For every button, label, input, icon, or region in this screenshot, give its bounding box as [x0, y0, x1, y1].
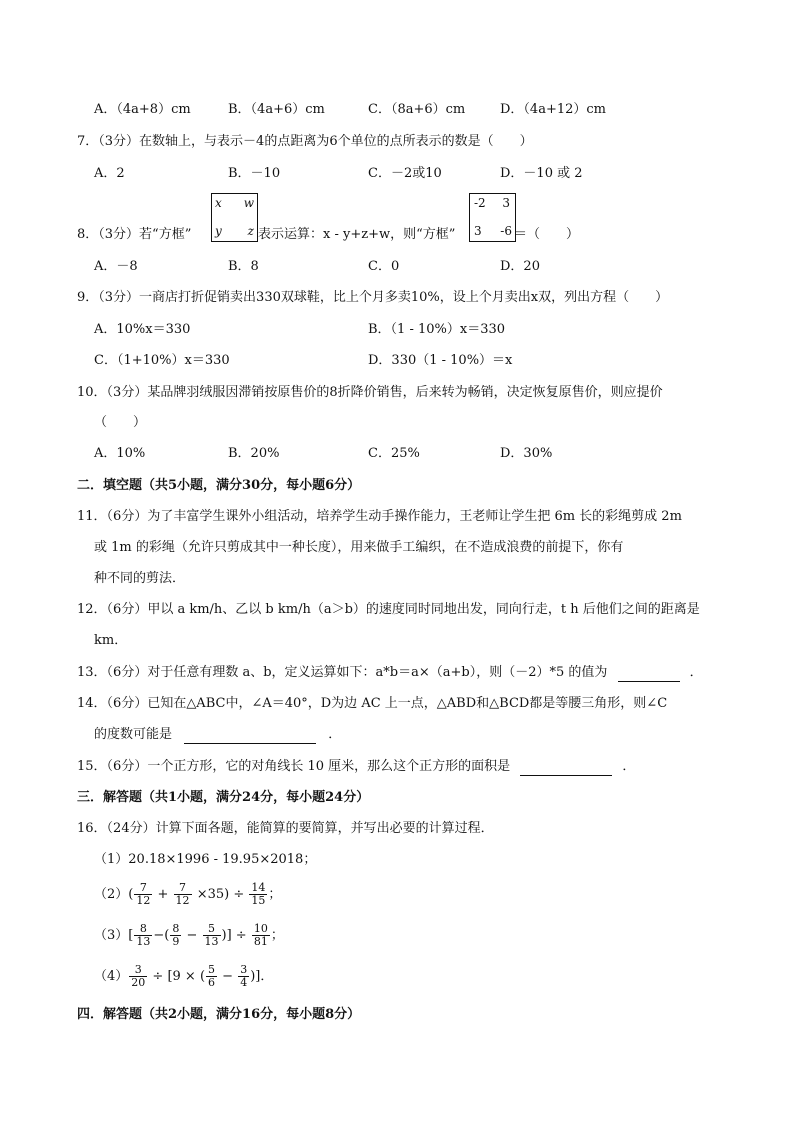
- q13-line: [77, 664, 703, 682]
- numerator: 8: [172, 922, 180, 935]
- numerator: 3: [240, 963, 248, 976]
- denominator: 20: [131, 976, 146, 989]
- fraction-7-12b: [174, 882, 192, 907]
- box2-tl: -2: [474, 196, 486, 210]
- q9-stem: 9．（3分）一商店打折促销卖出330双球鞋，比上个月多卖10%，设上个月卖出x双，列出方程（ ）: [77, 290, 669, 305]
- q7-stem: 7．（3分）在数轴上，与表示－4的点距离为6个单位的点所表示的数是（ ）: [77, 134, 533, 149]
- q16-part4: [94, 961, 273, 993]
- q6-option-a: A．（4a+8）cm: [94, 102, 191, 117]
- q14-stem: 的度数可能是: [94, 727, 173, 742]
- q15-stem: 15．（6分）一个正方形，它的对角线长 10 厘米，那么这个正方形的面积是: [77, 759, 511, 774]
- semicolon: ；: [268, 887, 282, 902]
- numerator: 7: [174, 882, 192, 895]
- q16-part3: [94, 920, 284, 952]
- section-3-heading: 三．解答题（共1小题，满分24分，每小题24分）: [77, 790, 370, 805]
- q8-part3: ＝（ ）: [514, 227, 580, 242]
- q8-box-numbers: [469, 193, 516, 242]
- q9-option-b: B．（1 - 10%）x＝330: [368, 322, 506, 337]
- q8-option-c: C．0: [368, 259, 400, 274]
- q8-part2: 表示运算：x - y+z+w，则“方框”: [258, 227, 456, 242]
- box1-y: y: [215, 224, 222, 238]
- q14-end: ．: [328, 727, 342, 742]
- q16-stem: 16．（24分）计算下面各题，能简算的要简算，并写出必要的计算过程．: [77, 821, 494, 836]
- q12-line2: km．: [94, 633, 128, 648]
- fraction-8-13: [134, 923, 152, 948]
- q13-stem: 13．（6分）对于任意有理数 a、b，定义运算如下：a*b＝a×（a+b），则（－2）*5 的值为: [77, 665, 608, 680]
- numerator: 5: [203, 923, 221, 936]
- minus-sign: −: [186, 928, 198, 943]
- bracket: [: [128, 928, 134, 943]
- box2-bl: 3: [474, 224, 482, 238]
- denominator: 15: [251, 894, 266, 907]
- numerator: 5: [208, 963, 216, 976]
- fraction-7-12: [134, 882, 152, 907]
- numerator: 14: [251, 881, 266, 894]
- q16-part2: [94, 879, 281, 911]
- q7-option-c: C．－2或10: [368, 166, 442, 181]
- box2-tr: 3: [502, 196, 510, 210]
- box1-w: w: [243, 196, 254, 210]
- numerator: 3: [129, 964, 147, 977]
- q6-option-b: B．（4a+6）cm: [228, 102, 325, 117]
- q8-option-d: D．20: [500, 259, 540, 274]
- q8-option-a: A．－8: [94, 259, 138, 274]
- q10-option-c: C．25%: [368, 446, 420, 461]
- denominator: 13: [204, 935, 219, 948]
- q10-stem: 10．（3分）某品牌羽绒服因滞销按原售价的8折降价销售，后来转为畅销，决定恢复原售价，则应提价: [77, 385, 663, 400]
- q16-part1: （1）20.18×1996 - 19.95×2018；: [94, 852, 317, 867]
- fraction-14-15: [249, 882, 267, 907]
- q6-option-c: C．（8a+6）cm: [368, 102, 466, 117]
- q14-line1: 14．（6分）已知在△ABC中，∠A＝40°，D为边 AC 上一点，△ABD和△BCD都是等腰三角形，则∠C: [77, 696, 668, 711]
- denominator: 13: [136, 935, 151, 948]
- denominator: 9: [172, 935, 180, 948]
- q10-stem-paren: （ ）: [94, 415, 147, 430]
- paren: (: [128, 887, 134, 902]
- denominator: 12: [136, 894, 151, 907]
- q12-line1: 12．（6分）甲以 a km/h、乙以 b km/h（a＞b）的速度同时同地出发，同向行走，t h 后他们之间的距离是: [77, 602, 700, 617]
- numerator: 10: [253, 922, 268, 935]
- denominator: 81: [253, 935, 268, 948]
- q15-answer-blank[interactable]: [520, 761, 612, 776]
- q10-option-a: A．10%: [94, 446, 146, 461]
- fraction-10-81: [252, 923, 270, 948]
- q11-line2: 或 1m 的彩绳（允许只剪成其中一种长度），用来做手工编织，在不造成浪费的前提下，你有: [94, 540, 624, 555]
- minus-paren: −(: [153, 928, 170, 943]
- divide-9-times: ÷ [9 × (: [152, 969, 206, 984]
- box1-z: z: [247, 224, 254, 238]
- close-divide: )] ÷: [221, 928, 247, 943]
- fraction-5-13: [203, 923, 221, 948]
- q8-box-xwyz: [211, 193, 258, 242]
- q11-line3: 种不同的剪法．: [94, 571, 186, 586]
- q8-option-b: B．8: [228, 259, 259, 274]
- q9-option-d: D．330（1 - 10%）＝x: [368, 353, 513, 368]
- fraction-5-6: [206, 964, 217, 989]
- semicolon: ；: [270, 928, 284, 943]
- q11-line1: 11．（6分）为了丰富学生课外小组活动，培养学生动手操作能力，王老师让学生把 6m 长的彩绳剪成 2m: [77, 509, 682, 524]
- fraction-3-4: [238, 964, 249, 989]
- q16-part4-label: （4）: [94, 969, 129, 984]
- q15-line: [77, 758, 635, 776]
- numerator: 7: [134, 882, 152, 895]
- q10-option-b: B．20%: [228, 446, 280, 461]
- q13-end: ．: [689, 665, 703, 680]
- q7-option-b: B．－10: [228, 166, 281, 181]
- section-2-heading: 二．填空题（共5小题，满分30分，每小题6分）: [77, 478, 361, 493]
- q7-option-a: A．2: [94, 166, 125, 181]
- q10-option-d: D．30%: [500, 446, 553, 461]
- denominator: 12: [175, 894, 190, 907]
- q13-answer-blank[interactable]: [618, 667, 680, 682]
- denominator: 4: [240, 976, 248, 989]
- fraction-8-9: [170, 923, 181, 948]
- q8-part1: 8．（3分）若“方框”: [77, 227, 192, 242]
- q7-option-d: D．－10 或 2: [500, 166, 583, 181]
- q6-option-d: D．（4a+12）cm: [500, 102, 606, 117]
- box2-br: -6: [500, 224, 512, 238]
- q9-option-a: A．10%x＝330: [94, 322, 191, 337]
- q16-part3-label: （3）: [94, 928, 129, 943]
- fraction-3-20: [129, 964, 147, 989]
- box1-x: x: [215, 196, 222, 210]
- q16-part2-label: （2）: [94, 887, 129, 902]
- q14-line2: [94, 726, 341, 744]
- q14-answer-blank[interactable]: [184, 729, 316, 744]
- denominator: 6: [208, 976, 216, 989]
- numerator: 8: [134, 923, 152, 936]
- q15-end: ．: [622, 759, 636, 774]
- section-4-heading: 四．解答题（共2小题，满分16分，每小题8分）: [77, 1007, 361, 1022]
- q9-option-c: C．（1+10%）x＝330: [94, 353, 230, 368]
- times-35-divide: ×35) ÷: [196, 887, 245, 902]
- minus-sign: −: [222, 969, 234, 984]
- plus-sign: +: [157, 887, 169, 902]
- close-end: )]．: [250, 969, 274, 984]
